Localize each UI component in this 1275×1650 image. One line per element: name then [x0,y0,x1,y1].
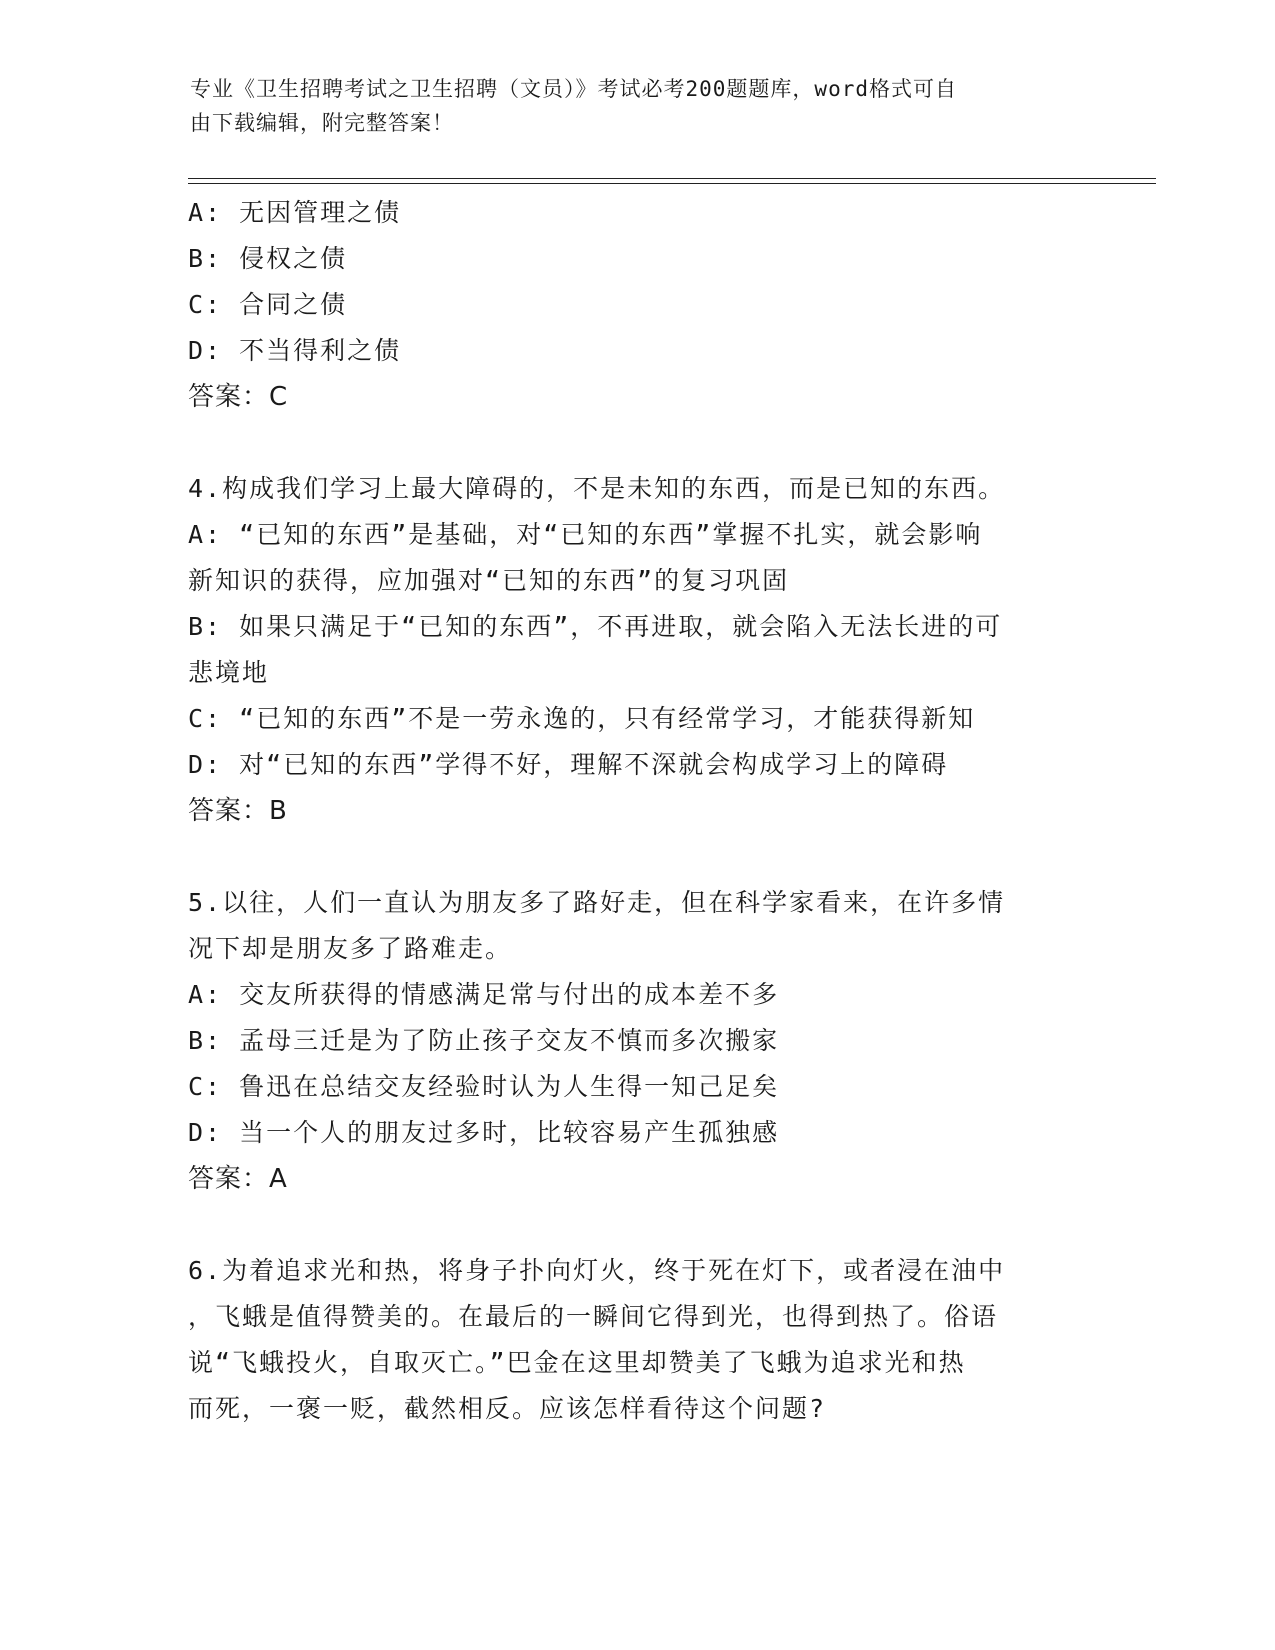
q4-option-c: C: “已知的东西”不是一劳永逸的，只有经常学习，才能获得新知 [188,704,976,733]
q5-option-b: B: 孟母三迁是为了防止孩子交友不慎而多次搬家 [188,1026,780,1055]
q5-option-c: C: 鲁迅在总结交友经验时认为人生得一知己足矣 [188,1072,780,1101]
header-divider [188,178,1156,184]
q6-line-2: ，飞蛾是值得赞美的。在最后的一瞬间它得到光，也得到热了。俗语 [188,1302,999,1331]
question-list [188,190,1088,1432]
document-header [190,72,1090,140]
q3-option-d: D: 不当得利之债 [188,336,402,365]
spacer [188,834,1088,880]
q6-line-1: 6.为着追求光和热，将身子扑向灯火，终于死在灯下，或者浸在油中 [188,1256,1006,1285]
question-3 [188,190,1088,420]
q4-option-d: D: 对“已知的东西”学得不好，理解不深就会构成学习上的障碍 [188,750,949,779]
spacer [188,420,1088,466]
q6-line-4: 而死，一褒一贬，截然相反。应该怎样看待这个问题? [188,1394,827,1423]
q5-question-line-2: 况下却是朋友多了路难走。 [188,934,513,963]
q4-question: 4.构成我们学习上最大障碍的，不是未知的东西，而是已知的东西。 [188,474,1006,503]
q5-question-line-1: 5.以往，人们一直认为朋友多了路好走，但在科学家看来，在许多情 [188,888,1006,917]
q4-option-b-line-1: B: 如果只满足于“已知的东西”，不再进取，就会陷入无法长进的可 [188,612,1003,641]
q3-option-c: C: 合同之债 [188,290,348,319]
question-5 [188,880,1088,1202]
question-4 [188,466,1088,834]
question-6 [188,1248,1088,1432]
q4-option-b-line-2: 悲境地 [188,658,270,687]
q3-answer: 答案：C [188,382,289,412]
q4-answer: 答案：B [188,796,288,826]
q3-option-a: A: 无因管理之债 [188,198,402,227]
q4-option-a-line-2: 新知识的获得，应加强对“已知的东西”的复习巩固 [188,566,790,595]
q5-option-a: A: 交友所获得的情感满足常与付出的成本差不多 [188,980,780,1009]
spacer [188,1202,1088,1248]
q6-line-3: 说“飞蛾投火，自取灭亡。”巴金在这里却赞美了飞蛾为追求光和热 [188,1348,966,1377]
q5-option-d: D: 当一个人的朋友过多时，比较容易产生孤独感 [188,1118,780,1147]
q4-option-a-line-1: A: “已知的东西”是基础，对“已知的东西”掌握不扎实，就会影响 [188,520,983,549]
header-line-2: 由下载编辑，附完整答案！ [190,111,454,135]
q5-answer: 答案：A [188,1164,288,1194]
header-line-1: 专业《卫生招聘考试之卫生招聘（文员）》考试必考200题题库，word格式可自 [190,77,957,101]
q3-option-b: B: 侵权之债 [188,244,348,273]
